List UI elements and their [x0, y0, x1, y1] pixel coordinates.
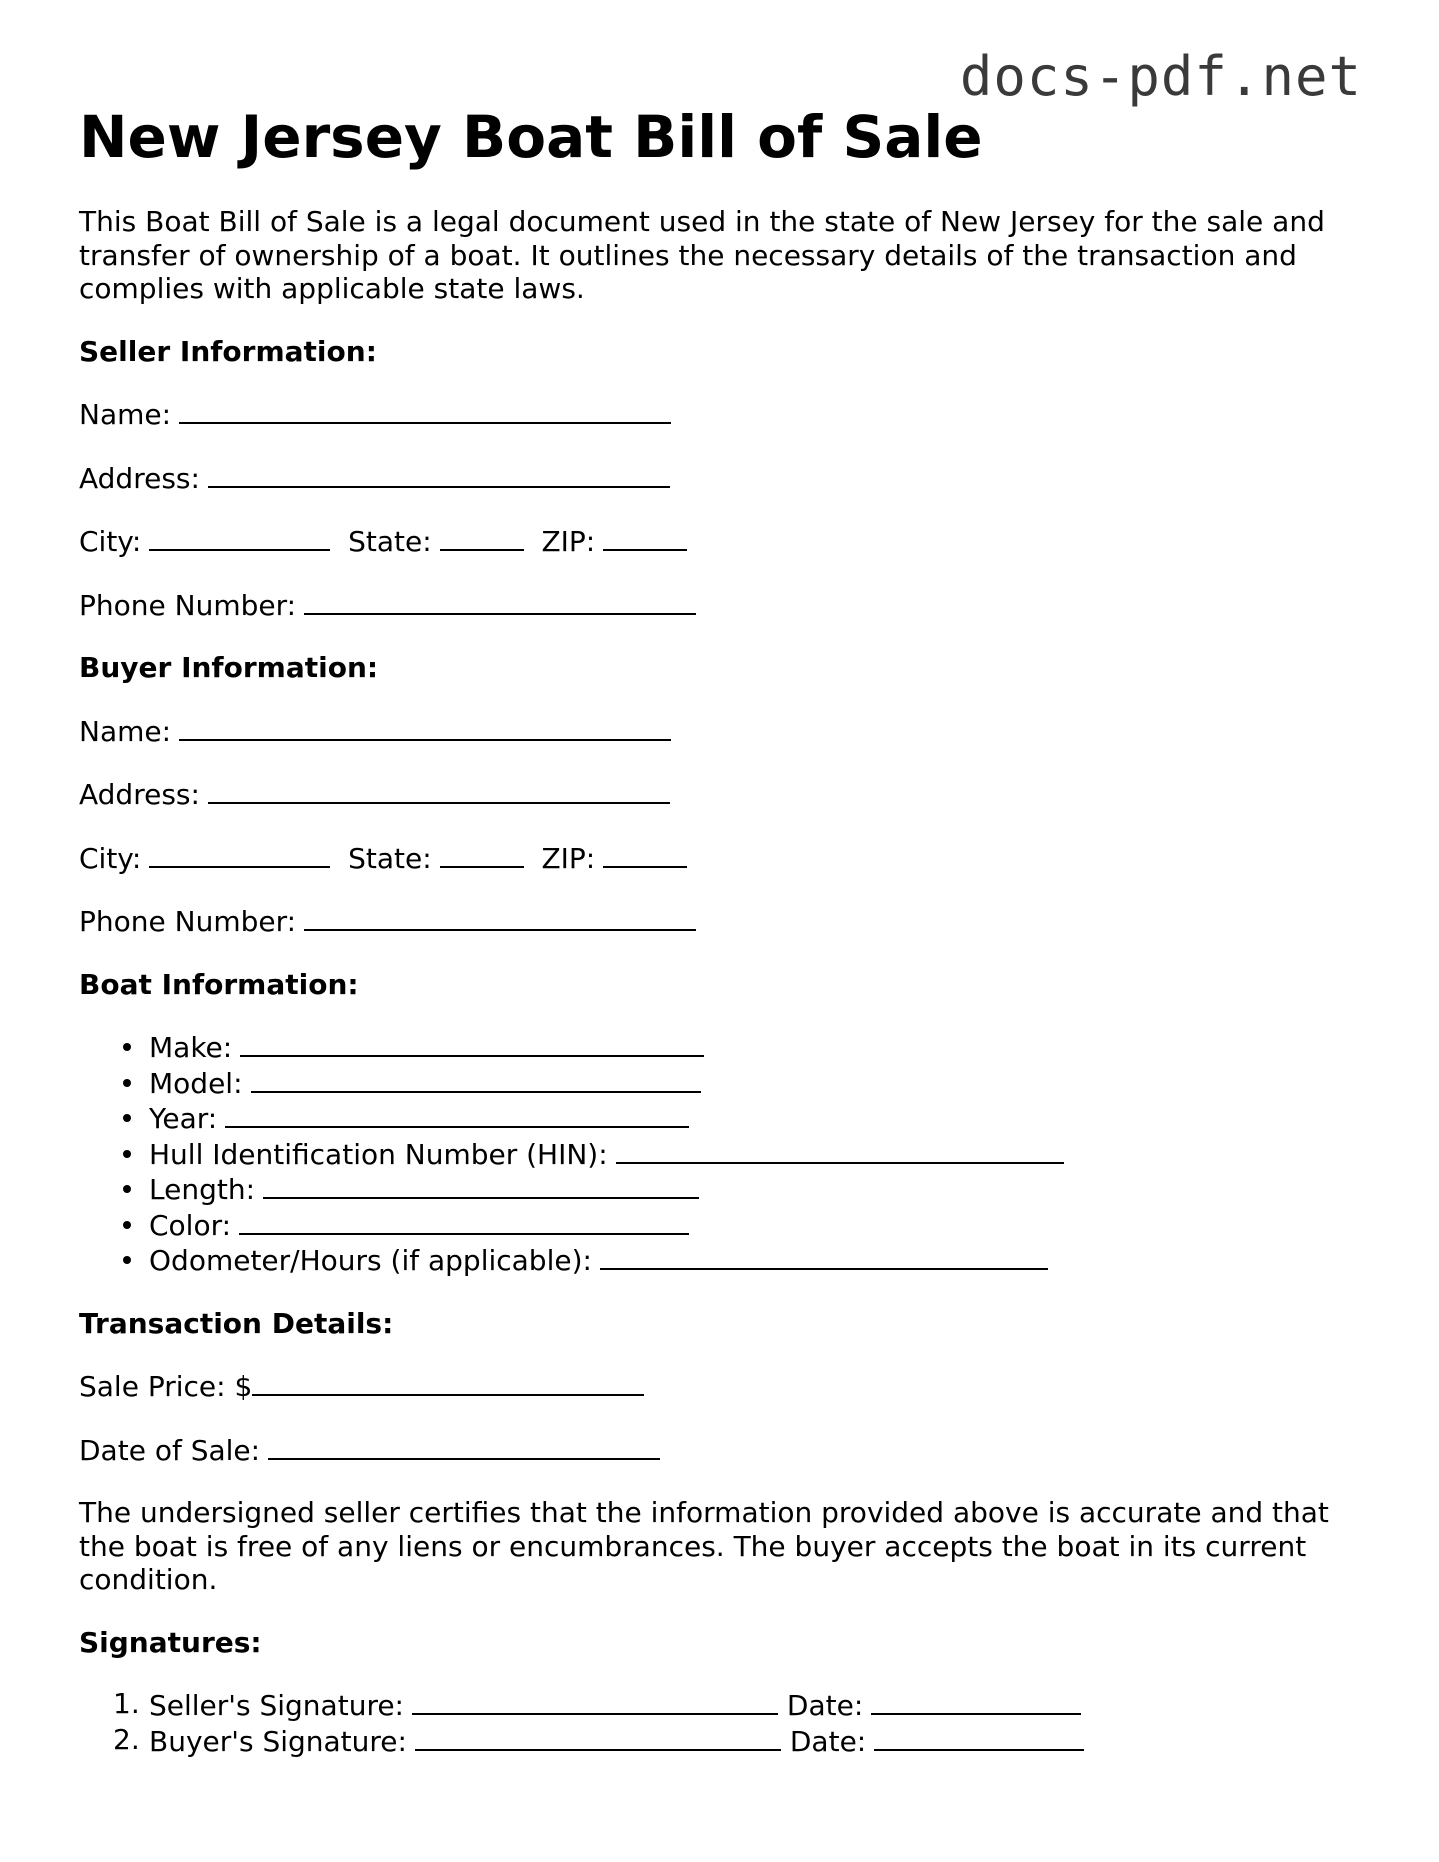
signatures-list — [79, 1687, 1369, 1758]
boat-color-blank[interactable] — [239, 1207, 689, 1235]
buyer-signature-blank[interactable] — [415, 1723, 781, 1751]
seller-address-field: Address: — [79, 460, 1369, 496]
buyer-city-field: City: State: ZIP: — [79, 840, 1369, 876]
date-of-sale-field: Date of Sale: — [79, 1432, 1369, 1468]
buyer-name-field: Name: — [79, 713, 1369, 749]
boat-info-list — [79, 1029, 1369, 1278]
boat-color-item: Color: — [149, 1207, 1369, 1243]
buyer-city-blank[interactable] — [149, 840, 330, 868]
seller-state-blank[interactable] — [440, 523, 524, 551]
document-page — [79, 98, 1369, 1758]
seller-address-blank[interactable] — [208, 460, 670, 488]
date-of-sale-blank[interactable] — [268, 1432, 660, 1460]
seller-name-blank[interactable] — [179, 396, 671, 424]
seller-city-blank[interactable] — [149, 523, 330, 551]
seller-phone-blank[interactable] — [304, 587, 696, 615]
seller-city-field: City: State: ZIP: — [79, 523, 1369, 559]
buyer-signature-item: 2. Buyer's Signature: Date: — [149, 1723, 1369, 1759]
buyer-address-blank[interactable] — [208, 776, 670, 804]
seller-phone-field: Phone Number: — [79, 587, 1369, 623]
seller-signature-item: 1. Seller's Signature: Date: — [149, 1687, 1369, 1723]
buyer-name-blank[interactable] — [179, 713, 671, 741]
boat-length-blank[interactable] — [263, 1171, 699, 1199]
boat-hin-item: Hull Identification Number (HIN): — [149, 1136, 1369, 1172]
boat-odometer-item: Odometer/Hours (if applicable): — [149, 1242, 1369, 1278]
sale-price-blank[interactable] — [252, 1368, 644, 1396]
boat-year-blank[interactable] — [225, 1100, 689, 1128]
seller-name-field: Name: — [79, 396, 1369, 432]
buyer-state-blank[interactable] — [440, 840, 524, 868]
seller-signature-blank[interactable] — [412, 1687, 778, 1715]
boat-heading: Boat Information: — [79, 967, 359, 1001]
boat-year-item: Year: — [149, 1100, 1369, 1136]
boat-odometer-blank[interactable] — [600, 1242, 1048, 1270]
sale-price-field: Sale Price: $ — [79, 1368, 1369, 1404]
seller-zip-blank[interactable] — [603, 523, 687, 551]
page-title: New Jersey Boat Bill of Sale — [79, 103, 983, 171]
boat-make-blank[interactable] — [240, 1029, 704, 1057]
buyer-signature-date-blank[interactable] — [874, 1723, 1084, 1751]
boat-hin-blank[interactable] — [616, 1136, 1064, 1164]
buyer-heading: Buyer Information: — [79, 651, 379, 684]
seller-signature-date-blank[interactable] — [871, 1687, 1081, 1715]
watermark: docs-pdf.net — [959, 45, 1362, 108]
buyer-address-field: Address: — [79, 776, 1369, 812]
transaction-heading: Transaction Details: — [79, 1306, 394, 1340]
buyer-zip-blank[interactable] — [603, 840, 687, 868]
boat-model-item: Model: — [149, 1065, 1369, 1101]
seller-heading: Seller Information: — [79, 334, 377, 368]
boat-model-blank[interactable] — [251, 1065, 701, 1093]
buyer-phone-blank[interactable] — [304, 903, 696, 931]
boat-make-item: Make: — [149, 1029, 1369, 1065]
intro-paragraph: This Boat Bill of Sale is a legal document used in the state of New Jersey for the sale and transfer of ownership of a boat. It outlines the necessary details of the transaction and complies with applicable state laws. — [79, 205, 1325, 305]
certification-paragraph: The undersigned seller certifies that the information provided above is accurate and that the boat is free of any liens or encumbrances. The buyer accepts the boat in its current condition. — [79, 1496, 1329, 1596]
boat-length-item: Length: — [149, 1171, 1369, 1207]
signatures-heading: Signatures: — [79, 1625, 262, 1659]
buyer-phone-field: Phone Number: — [79, 903, 1369, 939]
